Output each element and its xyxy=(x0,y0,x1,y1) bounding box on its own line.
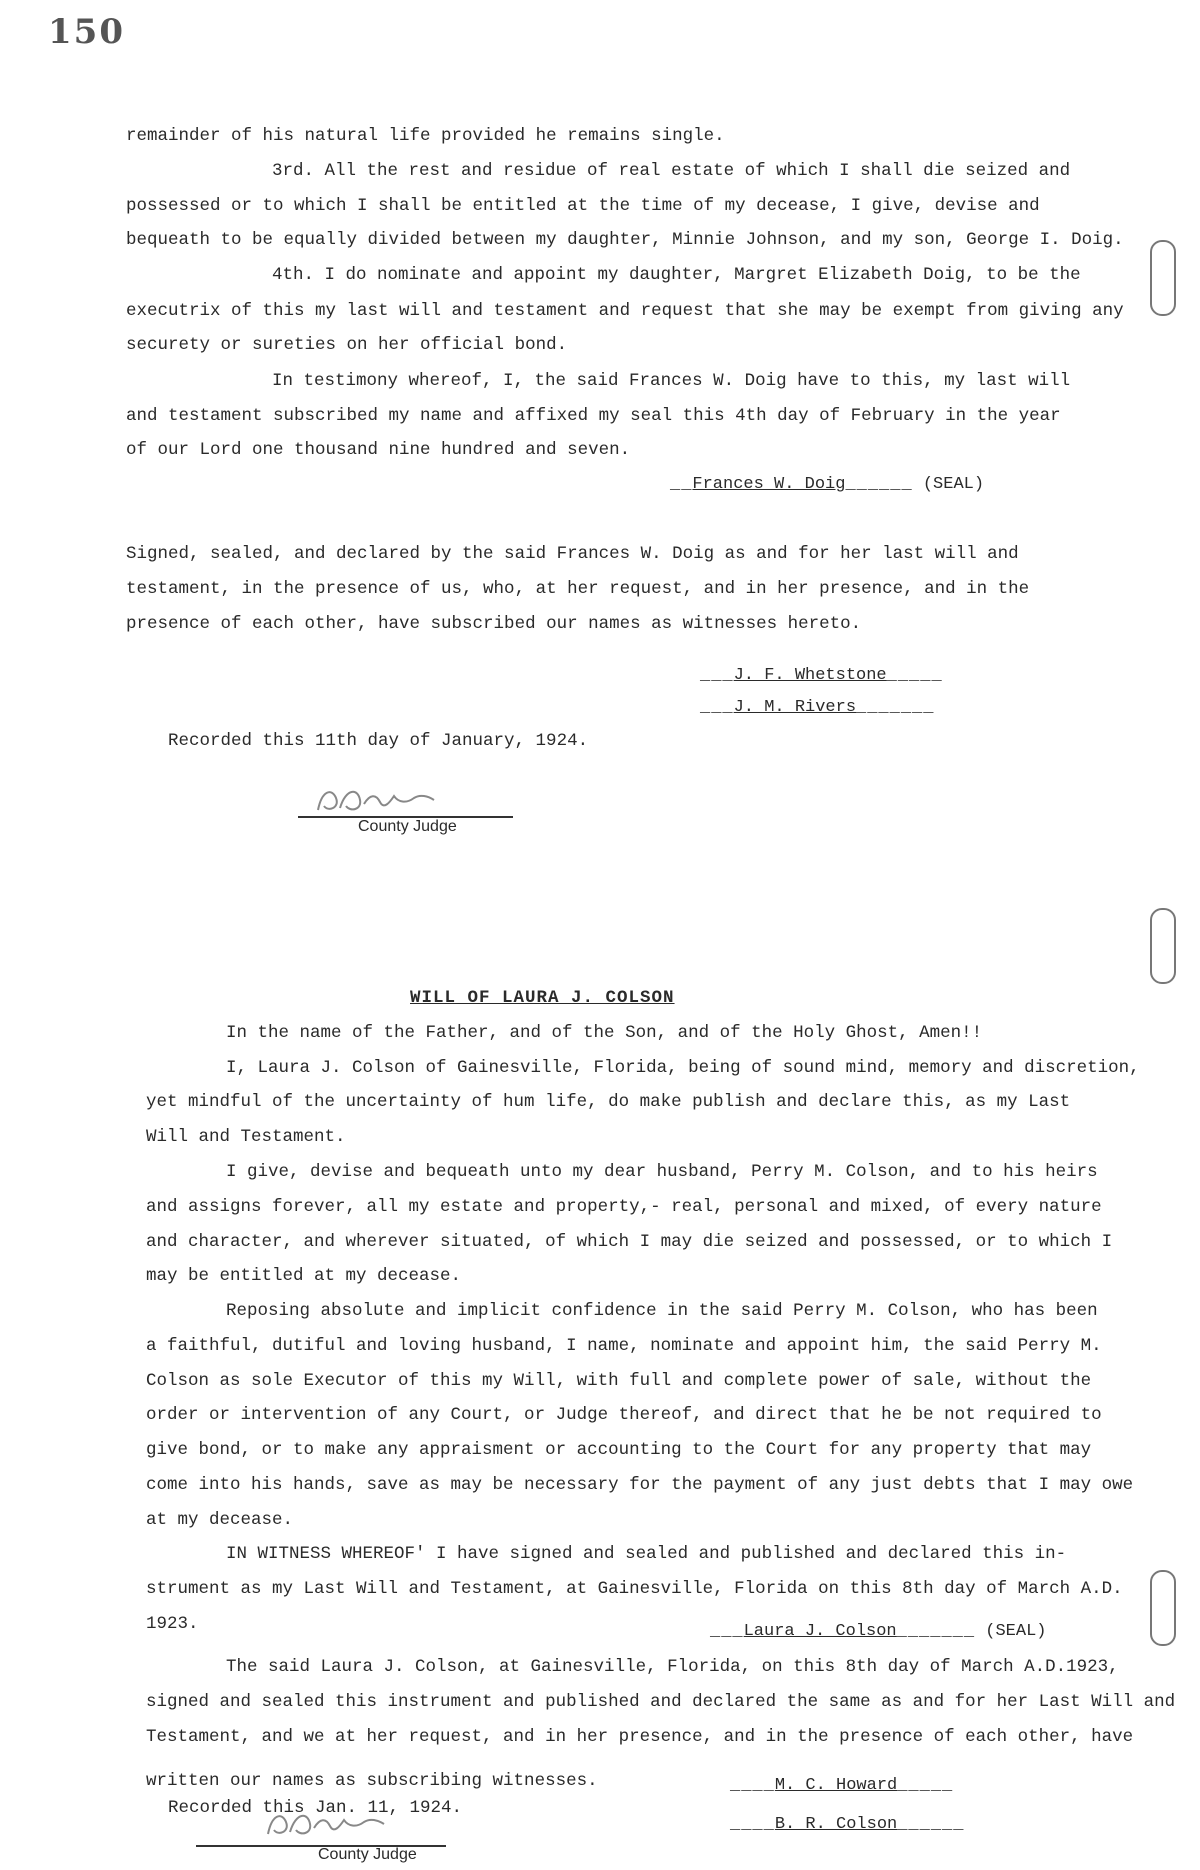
witness-signature-line: ____M. C. Howard_____ xyxy=(730,1776,954,1795)
will-text-line: I, Laura J. Colson of Gainesville, Florida, being of sound mind, memory and discretion, xyxy=(226,1058,1140,1078)
judge-label: County Judge xyxy=(358,818,457,835)
attestation-line: Testament, and we at her request, and in her presence, and in the presence of each other, have xyxy=(146,1727,1134,1747)
judge-signature-scrawl xyxy=(262,1806,392,1842)
judge-label: County Judge xyxy=(318,1846,417,1863)
will-text-line: give bond, or to make any appraisment or accounting to the Court for any property that may xyxy=(146,1440,1092,1460)
recorded-note: Recorded this Jan. 11, 1924. xyxy=(168,1798,463,1818)
witness-signature-line: ___J. M. Rivers_______ xyxy=(700,698,935,717)
attestation-line: Signed, sealed, and declared by the said Frances W. Doig as and for her last will and xyxy=(126,544,1019,564)
recorded-note: Recorded this 11th day of January, 1924. xyxy=(168,731,589,751)
will-text-line: I give, devise and bequeath unto my dear husband, Perry M. Colson, and to his heirs xyxy=(226,1162,1098,1182)
testator-signature-line: __Frances W. Doig______ (SEAL) xyxy=(670,475,985,494)
will-text-line: and character, and wherever situated, of which I may die seized and possessed, or to which I xyxy=(146,1232,1113,1252)
testator-signature: Frances W. Doig xyxy=(692,475,846,494)
seal-label: (SEAL) xyxy=(985,1622,1047,1641)
witness-signature: M. C. Howard xyxy=(774,1776,898,1795)
will-text-line: may be entitled at my decease. xyxy=(146,1266,462,1286)
will-text-line: and testament subscribed my name and affixed my seal this 4th day of February in the year xyxy=(126,406,1061,426)
witness-signature-line: ___J. F. Whetstone_____ xyxy=(700,666,943,685)
will-text-line: In the name of the Father, and of the Son, and of the Holy Ghost, Amen!! xyxy=(226,1023,983,1043)
testator-signature-line: ___Laura J. Colson_______ (SEAL) xyxy=(710,1622,1047,1641)
binder-ring xyxy=(1150,240,1176,316)
will-text-line: possessed or to which I shall be entitled at the time of my decease, I give, devise and xyxy=(126,196,1040,216)
will-text-line: 1923. xyxy=(146,1614,199,1634)
will-text-line: yet mindful of the uncertainty of hum life, do make publish and declare this, as my Last xyxy=(146,1092,1071,1112)
witness-signature-line: ____B. R. Colson______ xyxy=(730,1815,965,1834)
will-text-line: at my decease. xyxy=(146,1510,294,1530)
will-text-line: securety or sureties on her official bond. xyxy=(126,335,568,355)
will-text-line: strument as my Last Will and Testament, at Gainesville, Florida on this 8th day of March A.D. xyxy=(146,1579,1123,1599)
will-text-line: Will and Testament. xyxy=(146,1127,346,1147)
attestation-line: signed and sealed this instrument and published and declared the same as and for her Last Will and xyxy=(146,1692,1176,1712)
will-title: WILL OF LAURA J. COLSON xyxy=(410,988,675,1008)
will-text-line: Reposing absolute and implicit confidence in the said Perry M. Colson, who has been xyxy=(226,1301,1098,1321)
will-text-line: 3rd. All the rest and residue of real estate of which I shall die seized and xyxy=(272,161,1071,181)
will-text-line: of our Lord one thousand nine hundred and seven. xyxy=(126,440,631,460)
will-text-line: bequeath to be equally divided between my daughter, Minnie Johnson, and my son, George I. Doig. xyxy=(126,230,1124,250)
attestation-line: presence of each other, have subscribed our names as witnesses hereto. xyxy=(126,614,862,634)
seal-label: (SEAL) xyxy=(922,475,985,494)
attestation-line: The said Laura J. Colson, at Gainesville, Florida, on this 8th day of March A.D.1923, xyxy=(226,1657,1119,1677)
page-number: 150 xyxy=(48,12,125,52)
will-text-line: order or intervention of any Court, or Judge thereof, and direct that he be not required to xyxy=(146,1405,1102,1425)
judge-signature-scrawl xyxy=(310,780,440,820)
binder-ring xyxy=(1150,908,1176,984)
attestation-line: testament, in the presence of us, who, at her request, and in her presence, and in the xyxy=(126,579,1030,599)
witness-signature: B. R. Colson xyxy=(774,1815,898,1834)
will-text-line: executrix of this my last will and testament and request that she may be exempt from giving any xyxy=(126,301,1124,321)
testator-signature: Laura J. Colson xyxy=(743,1622,897,1641)
will-text-line: a faithful, dutiful and loving husband, I name, nominate and appoint him, the said Perry M. xyxy=(146,1336,1102,1356)
will-text-line: In testimony whereof, I, the said Frances W. Doig have to this, my last will xyxy=(272,371,1071,391)
will-text-line: and assigns forever, all my estate and property,- real, personal and mixed, of every nature xyxy=(146,1197,1102,1217)
will-text-line: come into his hands, save as may be necessary for the payment of any just debts that I may owe xyxy=(146,1475,1134,1495)
attestation-line: written our names as subscribing witnesses. xyxy=(146,1771,598,1791)
will-text-line: IN WITNESS WHEREOF' I have signed and sealed and published and declared this in- xyxy=(226,1544,1067,1564)
witness-signature: J. F. Whetstone xyxy=(733,666,887,685)
will-text-line: remainder of his natural life provided he remains single. xyxy=(126,126,725,146)
will-text-line: Colson as sole Executor of this my Will, with full and complete power of sale, without the xyxy=(146,1371,1092,1391)
will-text-line: 4th. I do nominate and appoint my daughter, Margret Elizabeth Doig, to be the xyxy=(272,265,1081,285)
binder-ring xyxy=(1150,1570,1176,1646)
witness-signature: J. M. Rivers xyxy=(733,698,857,717)
